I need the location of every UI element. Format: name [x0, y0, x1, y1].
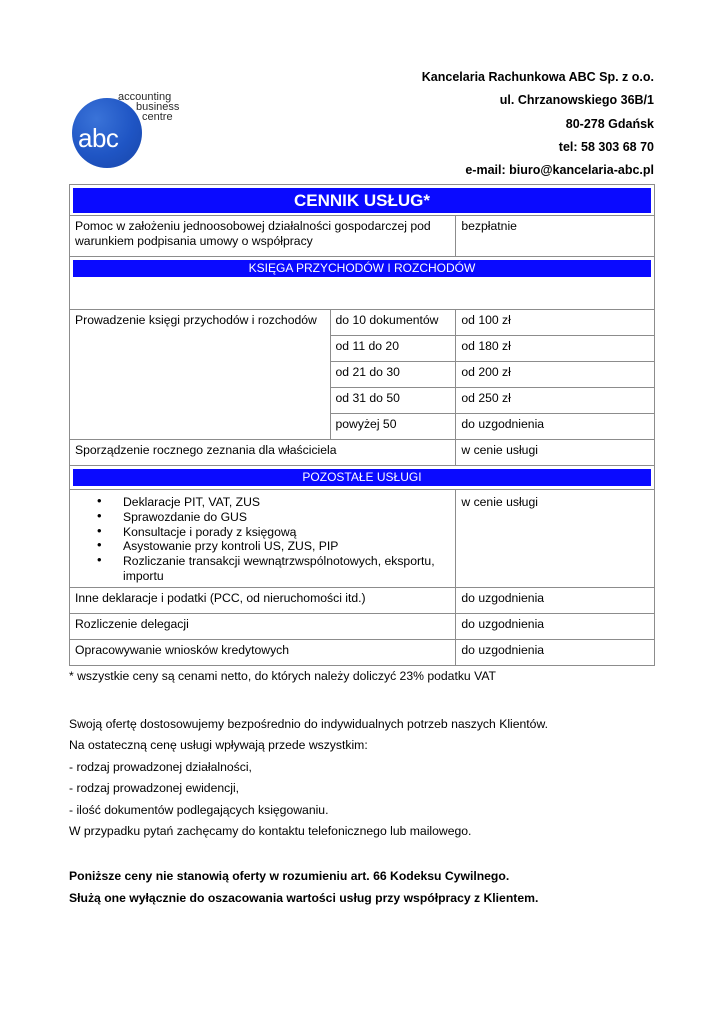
offer-line: - rodzaj prowadzonej ewidencji,	[69, 781, 240, 796]
table-row	[70, 490, 655, 588]
title-row	[70, 185, 655, 216]
company-name: Kancelaria Rachunkowa ABC Sp. z o.o.	[421, 70, 654, 84]
company-email: e-mail: biuro@kancelaria-abc.pl	[465, 163, 654, 178]
company-street: ul. Chrzanowskiego 36B/1	[499, 93, 654, 108]
table-row	[70, 310, 655, 336]
other-service: Opracowywanie wniosków kredytowych	[70, 639, 456, 665]
offer-line: - rodzaj prowadzonej działalności,	[69, 759, 252, 774]
table-row	[70, 216, 655, 257]
tier-range: od 11 do 20	[330, 336, 456, 362]
logo-line-centre: centre	[142, 111, 173, 123]
table-row	[70, 639, 655, 665]
tier-price: od 250 zł	[456, 388, 655, 414]
list-item: • Asystowanie przy kontroli US, ZUS, PIP	[123, 539, 450, 554]
section-header-row	[70, 257, 655, 310]
other-price: do uzgodnienia	[456, 613, 655, 639]
price-table	[69, 184, 655, 666]
vat-footnote: * wszystkie ceny są cenami netto, do których należy doliczyć 23% podatku VAT	[69, 669, 496, 683]
tier-price: od 200 zł	[456, 362, 655, 388]
section-header-ledger: KSIĘGA PRZYCHODÓW I ROZCHODÓW	[73, 260, 651, 277]
list-item: • Sprawozdanie do GUS	[123, 510, 450, 525]
bullets-price: w cenie usługi	[456, 490, 655, 588]
offer-line: Swoją ofertę dostosowujemy bezpośrednio do indywidualnych potrzeb naszych Klientów.	[69, 717, 548, 731]
table-row	[70, 440, 655, 466]
ledger-service: Prowadzenie księgi przychodów i rozchodów	[70, 310, 331, 440]
annual-price: w cenie usługi	[456, 440, 655, 466]
company-logo	[72, 90, 192, 180]
services-list	[75, 495, 450, 584]
intro-price: bezpłatnie	[456, 216, 655, 257]
other-service: Rozliczenie delegacji	[70, 613, 456, 639]
table-row	[70, 587, 655, 613]
tier-price: do uzgodnienia	[456, 414, 655, 440]
tier-price: od 100 zł	[456, 310, 655, 336]
tier-range: do 10 dokumentów	[330, 310, 456, 336]
tier-range: powyżej 50	[330, 414, 456, 440]
list-item: • Deklaracje PIT, VAT, ZUS	[123, 495, 450, 510]
tier-range: od 31 do 50	[330, 388, 456, 414]
offer-line: - ilość dokumentów podlegających księgowaniu.	[69, 802, 329, 817]
company-phone: tel: 58 303 68 70	[558, 139, 654, 154]
legal-disclaimer	[69, 866, 538, 909]
disclaimer-line: Służą one wyłącznie do oszacowania wartości usług przy współpracy z Klientem.	[69, 890, 539, 905]
logo-line-accounting: accounting	[118, 91, 172, 103]
offer-description	[69, 714, 548, 842]
company-city: 80-278 Gdańsk	[565, 116, 654, 131]
other-service: Inne deklaracje i podatki (PCC, od nieruchomości itd.)	[70, 587, 456, 613]
disclaimer-line: Poniższe ceny nie stanowią oferty w rozumieniu art. 66 Kodeksu Cywilnego.	[69, 869, 510, 883]
table-row	[70, 613, 655, 639]
other-price: do uzgodnienia	[456, 587, 655, 613]
services-bullets-cell	[70, 490, 456, 588]
offer-line: W przypadku pytań zachęcamy do kontaktu telefonicznego lub mailowego.	[69, 823, 472, 838]
logo-line-business: business	[136, 101, 180, 113]
annual-service: Sporządzenie rocznego zeznania dla właściciela	[70, 440, 456, 466]
offer-line: Na ostateczną cenę usługi wpływają przede wszystkim:	[69, 738, 368, 753]
pricelist-title: CENNIK USŁUG*	[73, 188, 651, 213]
company-address-block	[422, 66, 654, 182]
section-header-row	[70, 466, 655, 490]
section-header-other: POZOSTAŁE USŁUGI	[73, 469, 651, 486]
logo-mark: abc	[78, 123, 119, 153]
tier-range: od 21 do 30	[330, 362, 456, 388]
other-price: do uzgodnienia	[456, 639, 655, 665]
logo-wordmark	[118, 92, 179, 122]
list-item: • Rozliczanie transakcji wewnątrzwspólnotowych, eksportu, importu	[123, 554, 450, 584]
intro-service: Pomoc w założeniu jednoosobowej działalności gospodarczej pod warunkiem podpisania umowy o współpracy	[70, 216, 456, 257]
list-item: • Konsultacje i porady z księgową	[123, 525, 450, 540]
tier-price: od 180 zł	[456, 336, 655, 362]
